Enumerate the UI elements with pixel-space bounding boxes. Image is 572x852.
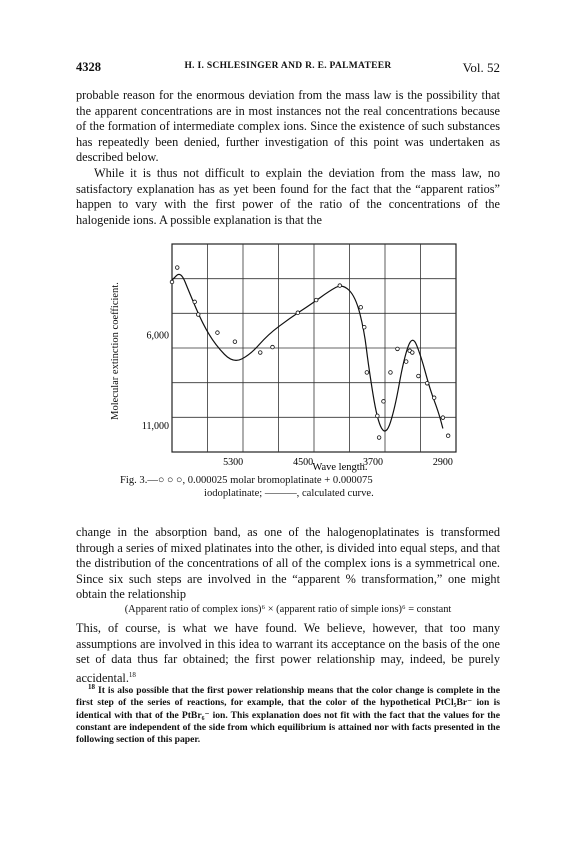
data-point xyxy=(376,414,380,418)
data-point xyxy=(193,300,197,304)
data-point xyxy=(432,396,436,400)
absorption-chart xyxy=(120,238,460,474)
caption-line-2: iodoplatinate; ———, calculated curve. xyxy=(204,488,374,499)
data-point xyxy=(359,306,363,310)
data-point xyxy=(258,351,262,355)
data-point xyxy=(175,266,179,270)
footnote-number: 18 xyxy=(88,683,95,691)
data-points-group xyxy=(170,266,450,440)
y-tick-label: 11,000 xyxy=(141,420,169,432)
x-axis-label: Wave length. xyxy=(312,462,368,473)
data-point xyxy=(396,347,400,351)
data-point xyxy=(365,371,369,375)
footnote-reference: 18 xyxy=(128,670,136,679)
data-point xyxy=(216,331,220,335)
data-point xyxy=(411,351,415,355)
data-point xyxy=(377,436,381,440)
header-authors: H. I. SCHLESINGER AND R. E. PALMATEER xyxy=(184,61,392,71)
header-volume: Vol. 52 xyxy=(462,60,500,75)
x-tick-label: 5300 xyxy=(223,457,244,468)
data-point xyxy=(314,298,318,302)
data-point xyxy=(382,400,386,404)
data-point xyxy=(417,374,421,378)
data-point xyxy=(296,311,300,315)
data-point xyxy=(170,280,174,284)
data-point xyxy=(233,340,237,344)
paragraph-3: change in the absorption band, as one of the halogenoplatinates is transformed through a series of mixed platinates into the other, is divided into equal steps, and that the distribution of the concentrations of all of the complex ions is a symmetrical one. Since six such steps are involved in the “apparent % transformation,” one might obtain the relationship xyxy=(76,525,500,602)
footnote-text: It is also possible that the first power relationship means that the color change is complete in the first step of the series of reactions, for example, that the color of the hypothetical PtCl₅Br⁻ ion is identical with that of the PtBr₆⁻ ion. This explanation does not fit with the fact that the values for the constant are independent of the side from which equilibrium is attained nor with facts presented in the following section of this paper. xyxy=(76,685,500,745)
chart-grid xyxy=(172,244,456,452)
data-point xyxy=(338,284,342,288)
paragraph-4 xyxy=(76,621,500,686)
y-tick-label: 6,000 xyxy=(146,330,169,342)
data-point xyxy=(446,434,450,438)
page-number: 4328 xyxy=(76,60,101,74)
data-point xyxy=(389,371,393,375)
figure-caption xyxy=(120,474,470,500)
x-tick-label: 4500 xyxy=(293,457,314,468)
data-point xyxy=(425,381,429,385)
data-point xyxy=(441,416,445,420)
equation: (Apparent ratio of complex ions)⁶ × (apparent ratio of simple ions)⁶ = constant xyxy=(124,604,452,615)
x-tick-label: 2900 xyxy=(432,457,453,468)
y-axis-label: Molecular extinction coefficient. xyxy=(110,282,121,420)
data-point xyxy=(271,345,275,349)
calculated-curve-line xyxy=(172,274,443,431)
paragraph-4-text: This, of course, is what we have found. We believe, however, that too many assumptions are involved in this idea to warrant its acceptance on the basis of the one set of data thus far obtained; the first power relationship may, indeed, be purely accidental. xyxy=(76,621,500,685)
running-header xyxy=(76,60,500,78)
caption-line-1: Fig. 3.—○ ○ ○, 0.000025 molar bromoplatinate + 0.000075 xyxy=(120,475,373,486)
footnote xyxy=(76,681,500,746)
x-tick-label: 3700 xyxy=(362,457,383,468)
data-point xyxy=(196,313,200,317)
data-point xyxy=(362,325,366,329)
paragraph-1: probable reason for the enormous deviation from the mass law is the possibility that the apparent concentrations are in most instances not the real concentrations because of the formation of intermediate complex ions. Since the existence of such substances has repeatedly been denied, further investigation of this point was undertaken as described below. xyxy=(76,88,500,165)
data-point xyxy=(404,360,408,364)
paragraph-2: While it is thus not difficult to explain the deviation from the mass law, no satisfactory explanation has as yet been found for the fact that the “apparent ratios” happen to vary with the first power of the ratio of the concentrations of the halogenide ions. A possible explanation is that the xyxy=(76,166,500,227)
calculated-curve-group xyxy=(172,274,443,431)
